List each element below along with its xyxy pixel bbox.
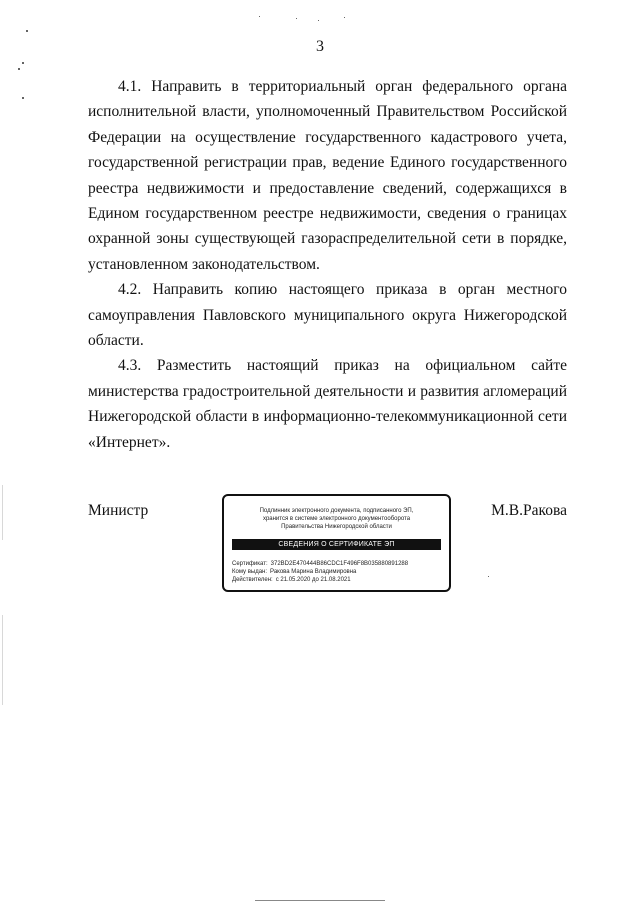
scan-speck bbox=[344, 17, 345, 18]
scan-speck bbox=[296, 18, 297, 19]
stamp-banner: СВЕДЕНИЯ О СЕРТИФИКАТЕ ЭП bbox=[232, 539, 441, 550]
stamp-header-line: Подлинник электронного документа, подписанного ЭП, bbox=[259, 508, 414, 514]
scan-edge-line bbox=[2, 615, 3, 705]
document-body bbox=[88, 74, 567, 455]
signatory-name: М.В.Ракова bbox=[491, 502, 567, 519]
stamp-details bbox=[232, 560, 408, 584]
stamp-header-line: Правительства Нижегородской области bbox=[281, 524, 392, 530]
valid-row bbox=[232, 576, 408, 584]
scan-speck bbox=[488, 576, 489, 577]
certificate-label: Сертификат: bbox=[232, 561, 268, 567]
paragraph-4-2: 4.2. Направить копию настоящего приказа в орган местного самоуправления Павловского муниципального округа Нижегородской области. bbox=[88, 281, 567, 350]
issued-to-label: Кому выдан: bbox=[232, 569, 268, 575]
certificate-value: 372BD2E470444B86CDC1F496F8B035880891288 bbox=[270, 561, 409, 567]
scan-speck bbox=[18, 68, 20, 70]
scan-speck bbox=[26, 30, 28, 32]
valid-label: Действителен: bbox=[232, 577, 273, 583]
issued-to-value: Ракова Марина Владимировна bbox=[270, 569, 357, 575]
electronic-signature-stamp bbox=[222, 494, 451, 592]
certificate-row bbox=[232, 560, 408, 568]
signatory-position: Министр bbox=[88, 502, 149, 519]
paragraph-4-3: 4.3. Разместить настоящий приказ на официальном сайте министерства градостроительной деятельности и развития агломераций Нижегородской области в информационно-телекоммуникационной сети «Интернет». bbox=[88, 357, 567, 451]
footer-rule bbox=[255, 900, 385, 901]
stamp-header bbox=[224, 507, 449, 531]
page-number: 3 bbox=[316, 38, 324, 55]
scan-speck bbox=[22, 97, 24, 99]
scan-speck bbox=[22, 62, 24, 64]
stamp-header-line: хранится в системе электронного документооборота bbox=[262, 516, 411, 522]
paragraph-4-1: 4.1. Направить в территориальный орган федерального органа исполнительной власти, уполномоченный Правительством Российской Федерации на осуществление государственного кадастрового учета, государственной регистрации прав, ведение Единого государственного реестра недвижимости и предоставление сведений, содержащихся в Едином государственном реестре недвижимости, сведения о границах охранной зоны существующей газораспределительной сети в порядке, установленном законодательством. bbox=[88, 78, 567, 273]
issued-to-row bbox=[232, 568, 408, 576]
scan-speck bbox=[259, 16, 260, 17]
valid-value: с 21.05.2020 до 21.08.2021 bbox=[275, 577, 351, 583]
scan-edge-line bbox=[2, 485, 3, 540]
scan-speck bbox=[318, 20, 319, 21]
